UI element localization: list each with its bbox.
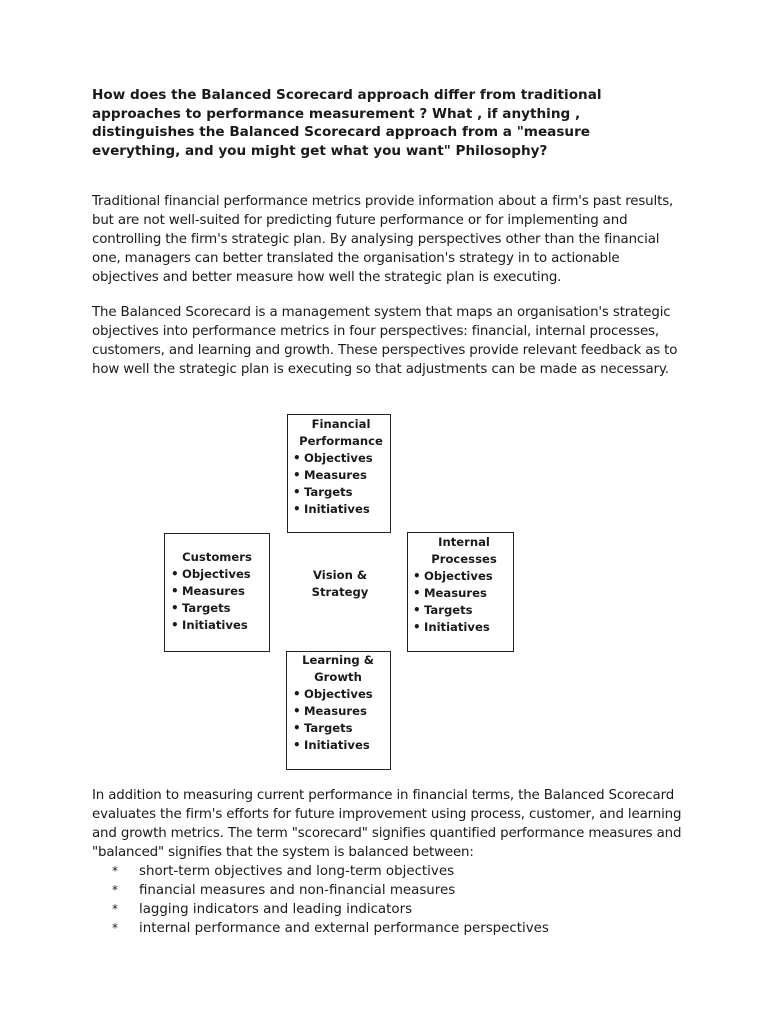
asterisk-bullet-icon: * — [112, 921, 118, 935]
learning-growth-box — [286, 651, 391, 770]
financial-item-measures: • Measures — [293, 467, 390, 484]
customers-item-targets: • Targets — [171, 600, 269, 617]
internal-item-targets: • Targets — [413, 602, 513, 619]
asterisk-bullet-icon: * — [112, 902, 118, 916]
list-item: * lagging indicators and leading indicators — [112, 902, 413, 917]
learning-item-measures: • Measures — [293, 703, 390, 720]
paragraph-balanced-between: In addition to measuring current performance in financial terms, the Balanced Scorecard evaluates the firm's efforts for future improvement using process, customer, and learning and growth metrics. The term "scorecard" signifies quantified performance measures and "balanced" signifies that the system is balanced between: — [92, 788, 682, 860]
paragraph-balanced-scorecard: The Balanced Scorecard is a management system that maps an organisation's strategic objectives into performance metrics in four perspectives: financial, internal processes, customers, and learning and growth. These perspectives provide relevant feedback as to how well the strategic plan is executing so that adjustments can be made as necessary. — [92, 305, 678, 377]
learning-box-list — [293, 686, 390, 754]
learning-item-targets: • Targets — [293, 720, 390, 737]
question-heading: How does the Balanced Scorecard approach differ from traditional approaches to performance measurement ? What , if anything , distinguishes the Balanced Scorecard approach from a "measure everything, and you might get what you want" Philosophy? — [92, 87, 602, 159]
internal-item-objectives: • Objectives — [413, 568, 513, 585]
internal-box-list — [413, 568, 513, 636]
list-item: * internal performance and external performance perspectives — [112, 921, 549, 936]
asterisk-bullet-icon: * — [112, 864, 118, 878]
learning-box-title: Learning & Growth — [302, 653, 374, 684]
customers-item-objectives: • Objectives — [171, 566, 269, 583]
internal-processes-box — [407, 532, 514, 652]
financial-box-list — [293, 450, 390, 518]
customers-item-initiatives: • Initiatives — [171, 617, 269, 634]
internal-item-initiatives: • Initiatives — [413, 619, 513, 636]
learning-item-initiatives: • Initiatives — [293, 737, 390, 754]
financial-item-objectives: • Objectives — [293, 450, 390, 467]
customers-item-measures: • Measures — [171, 583, 269, 600]
customers-box — [164, 533, 270, 652]
financial-box-title: Financial Performance — [299, 417, 383, 448]
list-item: * short-term objectives and long-term objectives — [112, 864, 455, 879]
balance-list — [112, 862, 672, 938]
internal-item-measures: • Measures — [413, 585, 513, 602]
learning-item-objectives: • Objectives — [293, 686, 390, 703]
internal-box-title: Internal Processes — [431, 535, 497, 566]
financial-item-initiatives: • Initiatives — [293, 501, 390, 518]
financial-performance-box — [287, 414, 391, 533]
list-item: * financial measures and non-financial measures — [112, 883, 456, 898]
customers-box-title: Customers — [182, 550, 252, 564]
customers-box-list — [171, 566, 269, 634]
vision-strategy-label: Vision & Strategy — [311, 568, 369, 599]
financial-item-targets: • Targets — [293, 484, 390, 501]
paragraph-traditional-metrics: Traditional financial performance metrics provide information about a firm's past results, but are not well-suited for predicting future performance or for implementing and controlling the firm's strategic plan. By analysing perspectives other than the financial one, managers can better translated the organisation's strategy in to actionable objectives and better measure how well the strategic plan is executing. — [92, 194, 674, 285]
asterisk-bullet-icon: * — [112, 883, 118, 897]
